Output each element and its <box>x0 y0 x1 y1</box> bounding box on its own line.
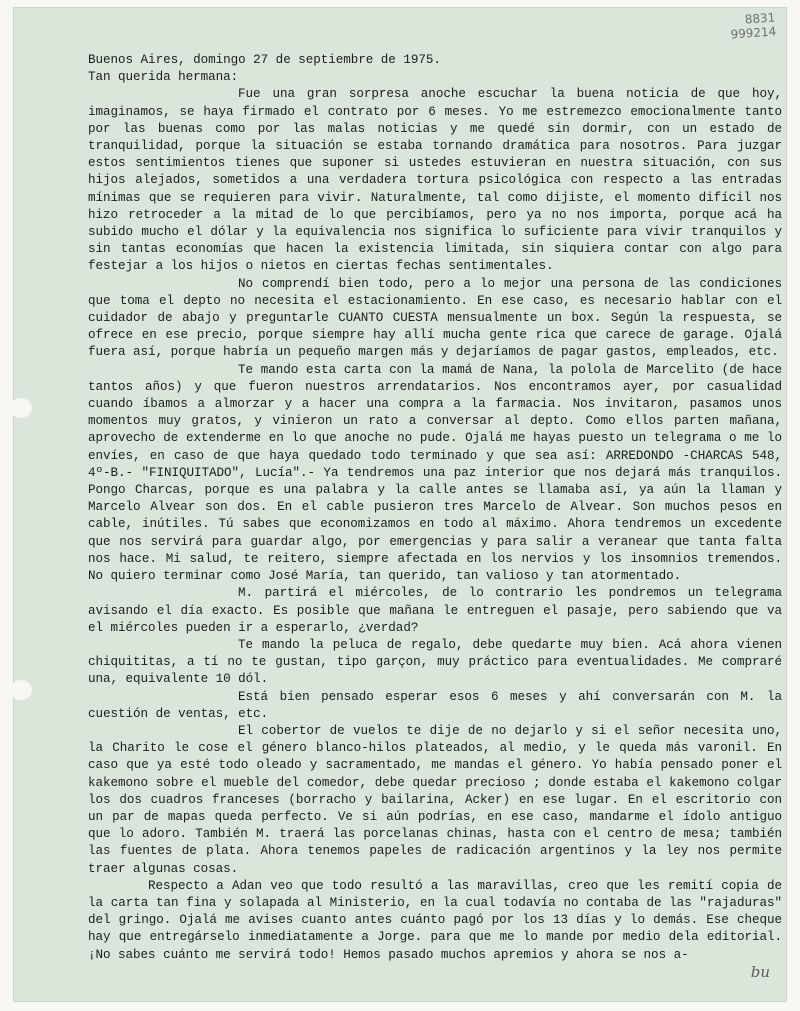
paragraph: Te mando la peluca de regalo, debe quedarte muy bien. Acá ahora vienen chiquititas, a tí no te gustan, tipo garçon, muy práctico para eventualidades. Me compraré una, equivalente 10 dól. <box>88 637 782 687</box>
paragraph: Respecto a Adan veo que todo resultó a las maravillas, creo que les remití copia de la carta tan fina y solapada al Ministerio, en la cual todavía no contaba de las "rajaduras" del gringo. Ojalá me avises cuanto antes cuánto pagó por los 13 días y lo demás. Ese cheque hay que entregárselo inmediatamente a Jorge. para que me lo mande por medio dela editorial. ¡No sabes cuánto me servirá todo! Hemos pasado muchos apremios y ahora se nos a- <box>88 878 782 962</box>
letter-body <box>88 52 782 964</box>
paragraph: El cobertor de vuelos te dije de no dejarlo y si el señor necesita uno, la Charito le cose el género blanco-hilos plateados, al medio, y le queda más varonil. En caso que ya esté todo oleado y sacramentado, me mandas el género. Yo había pensado poner el kakemono sobre el mueble del comedor, debe quedar precioso ; donde estaba el kakemono colgar los dos cuadros franceses (borracho y bailarina, Acker) en ese lugar. En el escritorio con un par de mapas queda perfecto. Ve si aún podrías, en ese caso, mandarme el ídolo antiguo que lo adoro. También M. traerá las porcelanas chinas, hasta con el centro de mesa; también las fuentes de plata. Ahora tenemos papeles de radicación argentinos y la ley nos permite traer algunas cosas. <box>88 723 782 876</box>
dateline: Buenos Aires, domingo 27 de septiembre de 1975. <box>88 53 441 67</box>
handwritten-initials: bu <box>750 963 770 981</box>
archive-code: 999214 <box>730 24 777 42</box>
paragraph: Está bien pensado esperar esos 6 meses y ahí conversarán con M. la cuestión de ventas, etc. <box>88 689 782 721</box>
paragraph: No comprendí bien todo, pero a lo mejor una persona de las condiciones que toma el depto no necesita el estacionamiento. En ese caso, es necesario hablar con el cuidador de abajo y preguntarle CUANTO CUESTA mensualmente un box. Según la respuesta, se ofrece en ese precio, porque siempre hay allí mucha gente rica que carece de garage. Ojalá fuera así, porque habría un pequeño margen más y dejaríamos de pagar gastos, empleados, etc. <box>88 276 782 360</box>
paragraph: Fue una gran sorpresa anoche escuchar la buena noticia de que hoy, imaginamos, se haya firmado el contrato por 6 meses. Yo me estremezco emocionalmente tanto por las buenas como por las malas noticias y me quedé sin dormir, con un estado de tranquilidad, porque la situación se estaba tornando dramática para nosotros. Para juzgar estos sentimientos tienes que suponer si ustedes estuvieran en nuestra situación, con sus hijos alejados, sometidos a una verdadera tortura psicológica con respecto a las entradas mínimas que se requieren para vivir. Naturalmente, tal como dijiste, el momento difícil nos hizo retroceder a la mitad de lo que percibíamos, pero ya no nos importa, porque acá ha subido mucho el dólar y la equivalencia nos significa lo suficiente para vivir tranquilos y sin tantas economías que hacen la existencia limitada, sin siquiera contar con algo para festejar a los hijos o nietos en ciertas fechas sentimentales. <box>88 87 782 274</box>
archive-stamp <box>729 10 777 41</box>
salutation: Tan querida hermana: <box>88 70 239 85</box>
letter-page <box>14 8 786 1001</box>
paragraph: Te mando esta carta con la mamá de Nana, la polola de Marcelito (de hace tantos años) y que fueron nuestros arrendatarios. Nos encontramos ayer, por casualidad cuando íbamos a almorzar y a hacer una compra a la farmacia. Nos invitaron, pasamos unos momentos muy gratos, y vinieron un rato a conversar al depto. Como ellos parten mañana, aprovecho de extenderme en lo que anoche no pude. Ojalá me hayas puesto un telegrama o me lo envíes, en caso de que haya quedado todo terminado y que sea así: ARREDONDO -CHARCAS 548, 4º-B.- "FINIQUITADO", Lucía".- Ya tendremos una paz interior que nos dejará más tranquilos. Pongo Charcas, porque es una palabra y la calle antes se llamaba así, ya aún la llaman y Marcelo Alvear son dos. En el cable pusieron tres Marcelo de Alvear. Son muchos pesos en cable, inútiles. Tú sabes que economizamos en todo al máximo. Ahora tendremos un excedente que nos servirá para guardar algo, por emergencias y para salir a veranear que tanta falta nos hace. Mi salud, te reitero, siempre afectada en los nervios y los insomnios tremendos. No quiero terminar como José María, tan querido, tan valioso y tan atormentado. <box>88 362 782 584</box>
punch-hole <box>10 680 32 700</box>
paragraph: M. partirá el miércoles, de lo contrario les pondremos un telegrama avisando el día exacto. Es posible que mañana le entreguen el pasaje, pero sabiendo que va el miércoles pueden ir a esperarlo, ¿verdad? <box>88 586 782 635</box>
archive-code: 8831 <box>744 10 776 27</box>
punch-hole <box>10 398 32 418</box>
